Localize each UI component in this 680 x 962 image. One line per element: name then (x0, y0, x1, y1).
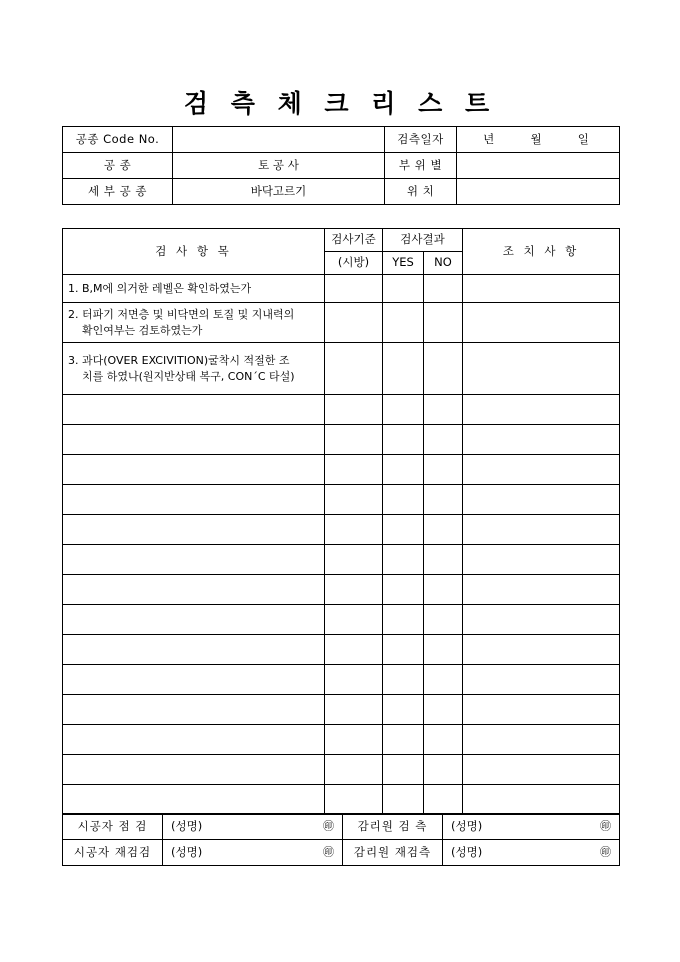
item-cell-empty-2[interactable] (63, 425, 325, 455)
item-cell-empty-1[interactable] (63, 395, 325, 425)
date-year-unit: 년 (483, 131, 495, 146)
yes-cell-empty-12[interactable] (383, 725, 424, 755)
supervisor-recheck-name: (성명) (451, 844, 483, 859)
supervisor-check-name: (성명) (451, 818, 483, 833)
signature-table (62, 813, 620, 866)
standard-cell-empty-8[interactable] (325, 605, 383, 635)
yes-cell-empty-10[interactable] (383, 665, 424, 695)
standard-cell-empty-3[interactable] (325, 455, 383, 485)
yes-cell-empty-14[interactable] (383, 785, 424, 815)
checklist-item-2 (63, 303, 325, 343)
action-cell-empty-1[interactable] (463, 395, 620, 425)
no-cell-empty-5[interactable] (424, 515, 463, 545)
seal-icon: ㊞ (323, 819, 334, 833)
col-header-yes: YES (383, 252, 424, 275)
yes-cell-empty-2[interactable] (383, 425, 424, 455)
table-row (63, 665, 620, 695)
field-contractor-check[interactable] (163, 814, 343, 840)
header-info-table (62, 126, 620, 205)
value-inspection-date[interactable] (457, 127, 620, 153)
table-row (63, 127, 620, 153)
standard-cell-empty-11[interactable] (325, 695, 383, 725)
col-header-standard-sub: (시방) (325, 252, 383, 275)
item-cell-empty-7[interactable] (63, 575, 325, 605)
col-header-action: 조 치 사 항 (463, 229, 620, 275)
action-cell-empty-2[interactable] (463, 425, 620, 455)
item-cell-empty-6[interactable] (63, 545, 325, 575)
item-cell-empty-13[interactable] (63, 755, 325, 785)
item-cell-empty-10[interactable] (63, 665, 325, 695)
col-header-result: 검사결과 (383, 229, 463, 252)
no-cell-empty-12[interactable] (424, 725, 463, 755)
yes-cell-empty-1[interactable] (383, 395, 424, 425)
standard-cell-3[interactable] (325, 343, 383, 395)
date-day-unit: 일 (577, 131, 589, 146)
item-cell-empty-5[interactable] (63, 515, 325, 545)
action-cell-empty-14[interactable] (463, 785, 620, 815)
table-row (63, 515, 620, 545)
action-cell-3[interactable] (463, 343, 620, 395)
action-cell-empty-9[interactable] (463, 635, 620, 665)
yes-cell-empty-13[interactable] (383, 755, 424, 785)
contractor-recheck-name: (성명) (171, 844, 203, 859)
no-cell-empty-7[interactable] (424, 575, 463, 605)
table-row (63, 179, 620, 205)
col-header-item: 검 사 항 목 (63, 229, 325, 275)
contractor-check-name: (성명) (171, 818, 203, 833)
value-part[interactable] (457, 153, 620, 179)
table-row (63, 303, 620, 343)
table-row (63, 275, 620, 303)
label-detail-work-type: 세 부 공 종 (63, 179, 173, 205)
table-row (63, 395, 620, 425)
standard-cell-empty-9[interactable] (325, 635, 383, 665)
no-cell-empty-14[interactable] (424, 785, 463, 815)
yes-cell-empty-11[interactable] (383, 695, 424, 725)
field-supervisor-recheck[interactable] (443, 840, 620, 866)
action-cell-empty-4[interactable] (463, 485, 620, 515)
value-work-type[interactable]: 토 공 사 (173, 153, 385, 179)
no-cell-empty-10[interactable] (424, 665, 463, 695)
table-row (63, 605, 620, 635)
standard-cell-empty-12[interactable] (325, 725, 383, 755)
table-row (63, 814, 620, 840)
yes-cell-empty-9[interactable] (383, 635, 424, 665)
checklist-item-3-line1: 3. 과다(OVER EXCIVITION)굴착시 적절한 조 (68, 354, 290, 368)
standard-cell-empty-13[interactable] (325, 755, 383, 785)
checklist-item-1: 1. B,M에 의거한 레벨은 확인하였는가 (63, 275, 325, 303)
action-cell-empty-13[interactable] (463, 755, 620, 785)
date-month-unit: 월 (530, 131, 542, 146)
action-cell-empty-8[interactable] (463, 605, 620, 635)
no-cell-empty-6[interactable] (424, 545, 463, 575)
yes-cell-empty-3[interactable] (383, 455, 424, 485)
no-cell-empty-11[interactable] (424, 695, 463, 725)
yes-cell-empty-4[interactable] (383, 485, 424, 515)
col-header-standard: 검사기준 (325, 229, 383, 252)
standard-cell-empty-14[interactable] (325, 785, 383, 815)
item-cell-empty-3[interactable] (63, 455, 325, 485)
seal-icon: ㊞ (600, 845, 611, 859)
action-cell-empty-6[interactable] (463, 545, 620, 575)
standard-cell-empty-4[interactable] (325, 485, 383, 515)
label-supervisor-check: 감리원 검 측 (343, 814, 443, 840)
value-code-no[interactable] (173, 127, 385, 153)
label-contractor-recheck: 시공자 재검검 (63, 840, 163, 866)
seal-icon: ㊞ (323, 845, 334, 859)
no-cell-empty-2[interactable] (424, 425, 463, 455)
standard-cell-empty-5[interactable] (325, 515, 383, 545)
label-supervisor-recheck: 감리원 재검측 (343, 840, 443, 866)
item-cell-empty-9[interactable] (63, 635, 325, 665)
no-cell-empty-13[interactable] (424, 755, 463, 785)
no-cell-empty-8[interactable] (424, 605, 463, 635)
standard-cell-1[interactable] (325, 275, 383, 303)
standard-cell-empty-1[interactable] (325, 395, 383, 425)
no-cell-3[interactable] (424, 343, 463, 395)
label-code-no: 공종 Code No. (63, 127, 173, 153)
table-row (63, 455, 620, 485)
item-cell-empty-14[interactable] (63, 785, 325, 815)
table-row (63, 840, 620, 866)
table-header-row (63, 229, 620, 252)
action-cell-empty-10[interactable] (463, 665, 620, 695)
standard-cell-2[interactable] (325, 303, 383, 343)
yes-cell-1[interactable] (383, 275, 424, 303)
field-supervisor-check[interactable] (443, 814, 620, 840)
yes-cell-empty-5[interactable] (383, 515, 424, 545)
checklist-item-3 (63, 343, 325, 395)
action-cell-empty-7[interactable] (463, 575, 620, 605)
page-title: 검 측 체 크 리 스 트 (183, 89, 497, 118)
checklist-item-2-line2: 확인여부는 검토하였는가 (82, 323, 203, 337)
label-part: 부 위 별 (385, 153, 457, 179)
table-row (63, 343, 620, 395)
item-cell-empty-12[interactable] (63, 725, 325, 755)
yes-cell-2[interactable] (383, 303, 424, 343)
action-cell-2[interactable] (463, 303, 620, 343)
table-row (63, 725, 620, 755)
standard-cell-empty-2[interactable] (325, 425, 383, 455)
checklist-item-2-line1: 2. 터파기 저면층 및 비닥면의 토질 및 지내력의 (68, 308, 295, 322)
standard-cell-empty-6[interactable] (325, 545, 383, 575)
no-cell-empty-3[interactable] (424, 455, 463, 485)
table-row (63, 485, 620, 515)
table-row (63, 755, 620, 785)
yes-cell-empty-7[interactable] (383, 575, 424, 605)
label-work-type: 공 종 (63, 153, 173, 179)
no-cell-1[interactable] (424, 275, 463, 303)
no-cell-empty-1[interactable] (424, 395, 463, 425)
table-row (63, 635, 620, 665)
field-contractor-recheck[interactable] (163, 840, 343, 866)
yes-cell-3[interactable] (383, 343, 424, 395)
action-cell-empty-11[interactable] (463, 695, 620, 725)
label-contractor-check: 시공자 점 검 (63, 814, 163, 840)
no-cell-2[interactable] (424, 303, 463, 343)
yes-cell-empty-6[interactable] (383, 545, 424, 575)
table-row (63, 545, 620, 575)
item-cell-empty-11[interactable] (63, 695, 325, 725)
action-cell-1[interactable] (463, 275, 620, 303)
value-detail-work-type[interactable]: 바닥고르기 (173, 179, 385, 205)
table-row (63, 695, 620, 725)
table-row (63, 785, 620, 815)
no-cell-empty-4[interactable] (424, 485, 463, 515)
table-row (63, 153, 620, 179)
value-location[interactable] (457, 179, 620, 205)
standard-cell-empty-7[interactable] (325, 575, 383, 605)
checklist-item-3-line2: 치를 하였나(원지반상태 복구, CON´C 타설) (82, 369, 295, 383)
no-cell-empty-9[interactable] (424, 635, 463, 665)
label-location: 위 치 (385, 179, 457, 205)
action-cell-empty-12[interactable] (463, 725, 620, 755)
label-inspection-date: 검측일자 (385, 127, 457, 153)
item-cell-empty-4[interactable] (63, 485, 325, 515)
standard-cell-empty-10[interactable] (325, 665, 383, 695)
table-row (63, 425, 620, 455)
table-row (63, 575, 620, 605)
action-cell-empty-3[interactable] (463, 455, 620, 485)
checklist-table (62, 228, 620, 815)
yes-cell-empty-8[interactable] (383, 605, 424, 635)
action-cell-empty-5[interactable] (463, 515, 620, 545)
col-header-no: NO (424, 252, 463, 275)
item-cell-empty-8[interactable] (63, 605, 325, 635)
seal-icon: ㊞ (600, 819, 611, 833)
